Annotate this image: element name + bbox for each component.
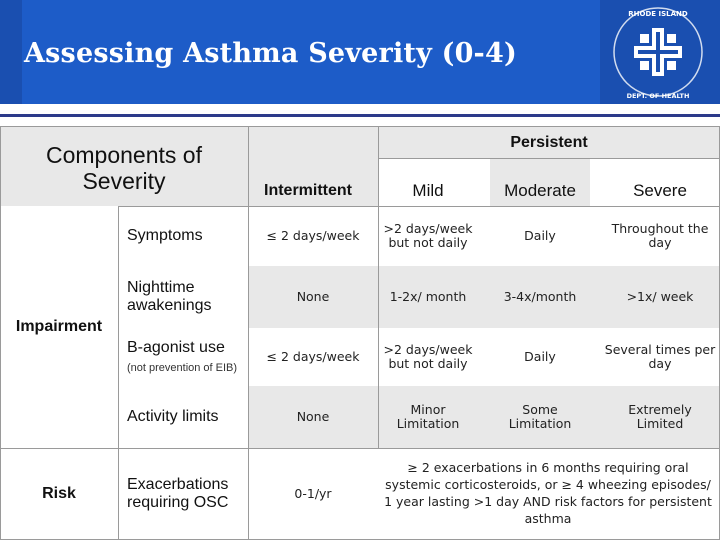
grid-line xyxy=(0,448,720,449)
slide-header xyxy=(0,0,720,104)
grid-line xyxy=(378,126,379,448)
col-header-mild: Mild xyxy=(412,181,444,201)
cell-risk-intermittent: 0-1/yr xyxy=(294,485,332,501)
col-header-intermittent: Intermittent xyxy=(264,181,352,199)
row-label-beta-agonist xyxy=(127,328,247,386)
cell-symptoms-moderate: Daily xyxy=(524,227,556,243)
group-risk: Risk xyxy=(42,484,76,502)
cell-symptoms-intermittent: ≤ 2 days/week xyxy=(266,227,360,243)
svg-text:RHODE ISLAND: RHODE ISLAND xyxy=(628,10,688,18)
severity-table xyxy=(0,126,720,540)
cell-beta-moderate: Daily xyxy=(524,348,556,364)
row-label-nighttime: Nighttime awakenings xyxy=(127,278,212,314)
header-rule xyxy=(0,114,720,117)
grid-line xyxy=(378,158,720,159)
cell-risk-persistent: ≥ 2 exacerbations in 6 months requiring oral systemic corticosteroids, or ≥ 4 wheezing episodes/ 1 year lasting >1 day AND risk factors for persistent asthma xyxy=(384,460,712,526)
grid-line xyxy=(0,126,1,540)
seal-icon xyxy=(600,0,720,104)
components-header: Components of Severity xyxy=(46,141,202,194)
cell-nighttime-moderate: 3-4x/month xyxy=(503,288,577,304)
grid-line xyxy=(118,206,720,207)
persistent-header: Persistent xyxy=(510,133,588,151)
health-department-logo xyxy=(600,0,720,104)
slide-title: Assessing Asthma Severity (0-4) xyxy=(24,38,517,69)
col-header-moderate: Moderate xyxy=(504,181,576,201)
grid-line xyxy=(0,126,720,127)
col-header-severe: Severe xyxy=(633,181,687,201)
row-note-beta-agonist: (not prevention of EIB) xyxy=(127,361,238,374)
group-impairment: Impairment xyxy=(15,317,103,335)
row-label-symptoms: Symptoms xyxy=(127,226,203,244)
grid-line xyxy=(118,206,119,540)
row-label-activity: Activity limits xyxy=(127,407,219,425)
row-label-beta-agonist-text: Β-agonist use xyxy=(127,339,225,357)
cell-nighttime-severe: >1x/ week xyxy=(626,288,694,304)
cell-activity-moderate: Some Limitation xyxy=(508,401,572,431)
cell-symptoms-mild: >2 days/week but not daily xyxy=(383,220,473,250)
cell-beta-severe: Several times per day xyxy=(604,341,716,371)
row-label-exacerbations: Exacerbations requiring OSC xyxy=(127,475,229,511)
grid-line xyxy=(248,126,249,540)
cell-activity-mild: Minor Limitation xyxy=(396,401,460,431)
cell-nighttime-mild: 1-2x/ month xyxy=(389,288,467,304)
cell-activity-intermittent: None xyxy=(296,408,330,424)
cell-beta-mild: >2 days/week but not daily xyxy=(383,341,473,371)
cell-beta-intermittent: ≤ 2 days/week xyxy=(266,348,360,364)
cell-activity-severe: Extremely Limited xyxy=(628,401,692,431)
cell-nighttime-intermittent: None xyxy=(296,288,330,304)
svg-text:DEPT. OF HEALTH: DEPT. OF HEALTH xyxy=(626,92,690,100)
cell-symptoms-severe: Throughout the day xyxy=(611,220,709,250)
